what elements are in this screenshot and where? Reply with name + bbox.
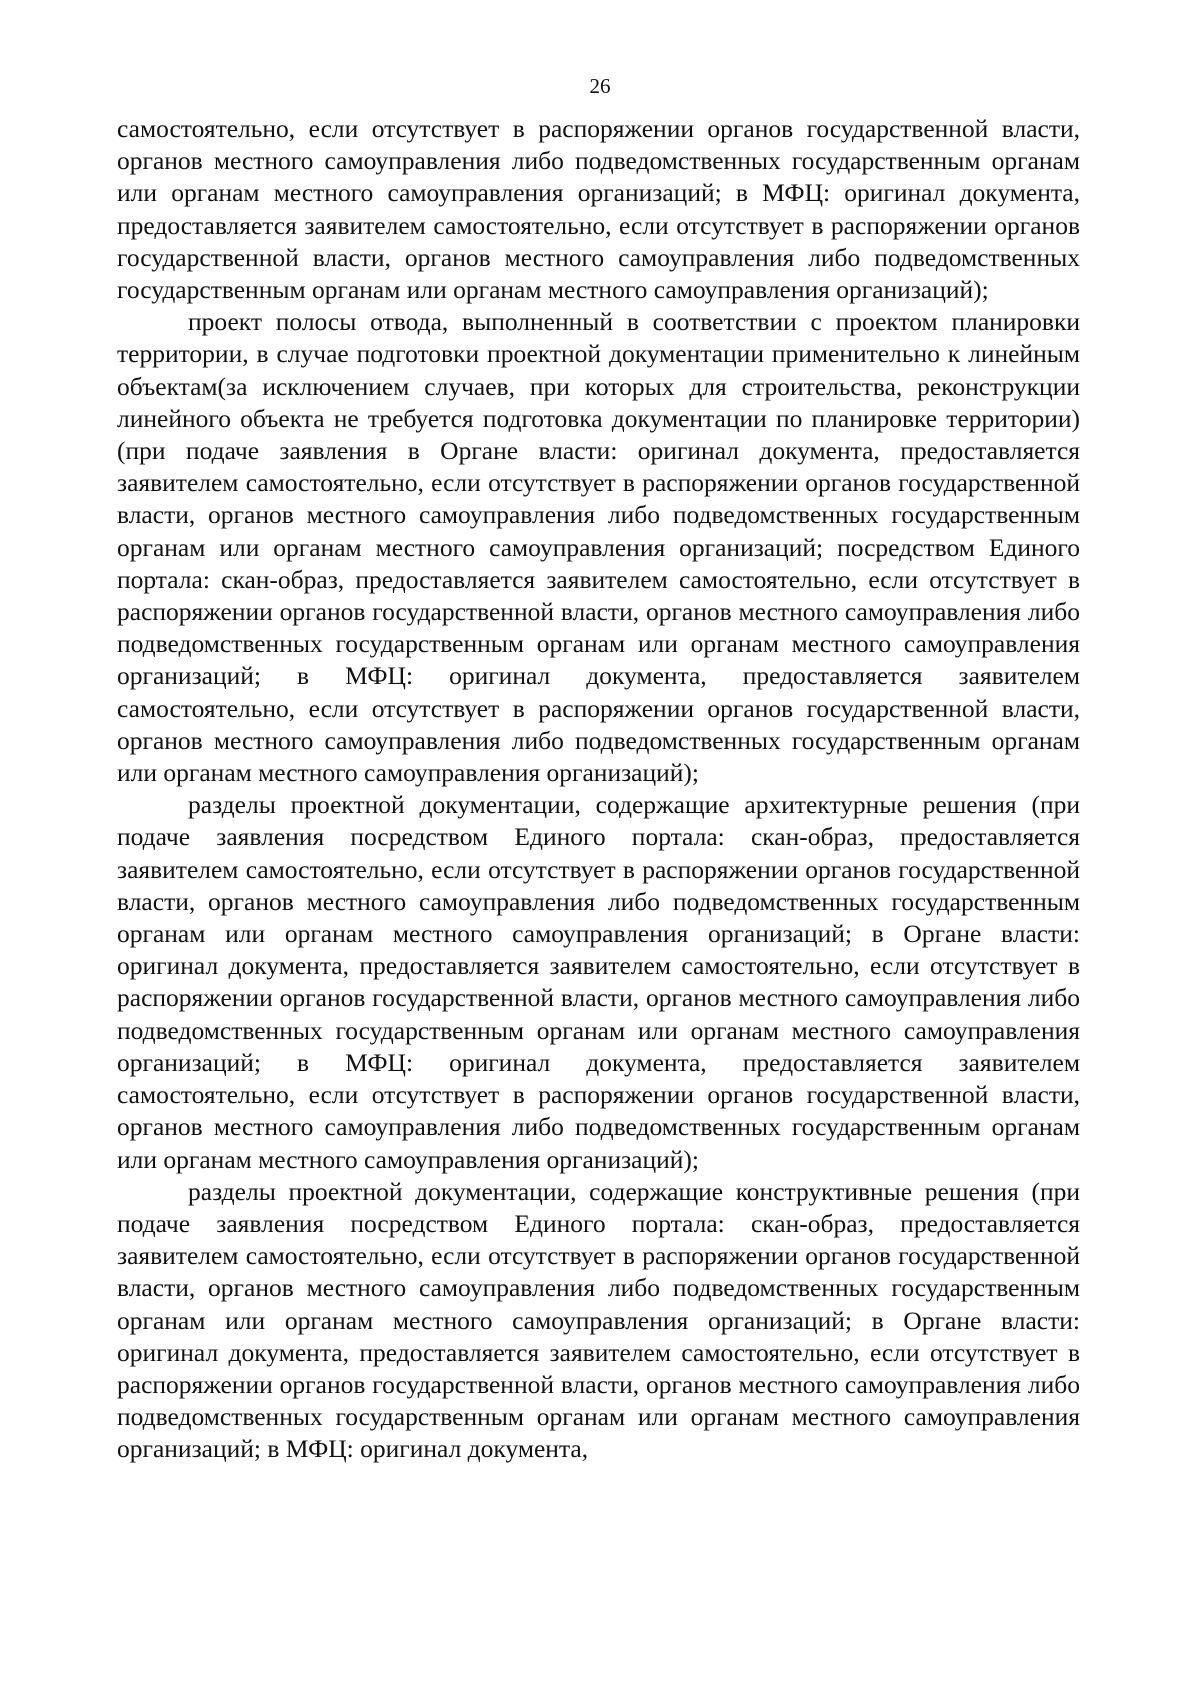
paragraph-structural-solutions: разделы проектной документации, содержащие конструктивные решения (при подаче заявления посредством Единого портала: скан-образ, предоставляется заявителем самостоятельно, если отсутствует в распоряжении органов государственной власти, органов местного самоуправления либо подведомственных государственным органам или органам местного самоуправления организаций; в Органе власти: оригинал документа, предоставляется заявителем самостоятельно, если отсутствует в распоряжении органов государственной власти, органов местного самоуправления либо подведомственных государственным органам или органам местного самоуправления организаций; в МФЦ: оригинал документа, <box>117 1176 1080 1464</box>
paragraph-right-of-way-project: проект полосы отвода, выполненный в соответствии с проектом планировки территории, в случае подготовки проектной документации применительно к линейным объектам(за исключением случаев, при которых для строительства, реконструкции линейного объекта не требуется подготовка документации по планировке территории) (при подаче заявления в Органе власти: оригинал документа, предоставляется заявителем самостоятельно, если отсутствует в распоряжении органов государственной власти, органов местного самоуправления либо подведомственных государственным органам или органам местного самоуправления организаций; посредством Единого портала: скан-образ, предоставляется заявителем самостоятельно, если отсутствует в распоряжении органов государственной власти, органов местного самоуправления либо подведомственных государственным органам или органам местного самоуправления организаций; в МФЦ: оригинал документа, предоставляется заявителем самостоятельно, если отсутствует в распоряжении органов государственной власти, органов местного самоуправления либо подведомственных государственным органам или органам местного самоуправления организаций); <box>117 307 1080 788</box>
page-number: 26 <box>589 74 611 98</box>
paragraph-architectural-solutions: разделы проектной документации, содержащие архитектурные решения (при подаче заявления посредством Единого портала: скан-образ, предоставляется заявителем самостоятельно, если отсутствует в распоряжении органов государственной власти, органов местного самоуправления либо подведомственных государственным органам или органам местного самоуправления организаций; в Органе власти: оригинал документа, предоставляется заявителем самостоятельно, если отсутствует в распоряжении органов государственной власти, органов местного самоуправления либо подведомственных государственным органам или органам местного самоуправления организаций; в МФЦ: оригинал документа, предоставляется заявителем самостоятельно, если отсутствует в распоряжении органов государственной власти, органов местного самоуправления либо подведомственных государственным органам или органам местного самоуправления организаций); <box>117 790 1080 1174</box>
paragraph-continuation: самостоятельно, если отсутствует в распоряжении органов государственной власти, органов местного самоуправления либо подведомственных государственным органам или органам местного самоуправления организаций; в МФЦ: оригинал документа, предоставляется заявителем самостоятельно, если отсутствует в распоряжении органов государственной власти, органов местного самоуправления либо подведомственных государственным органам или органам местного самоуправления организаций); <box>117 114 1080 305</box>
document-body <box>117 113 1080 1466</box>
